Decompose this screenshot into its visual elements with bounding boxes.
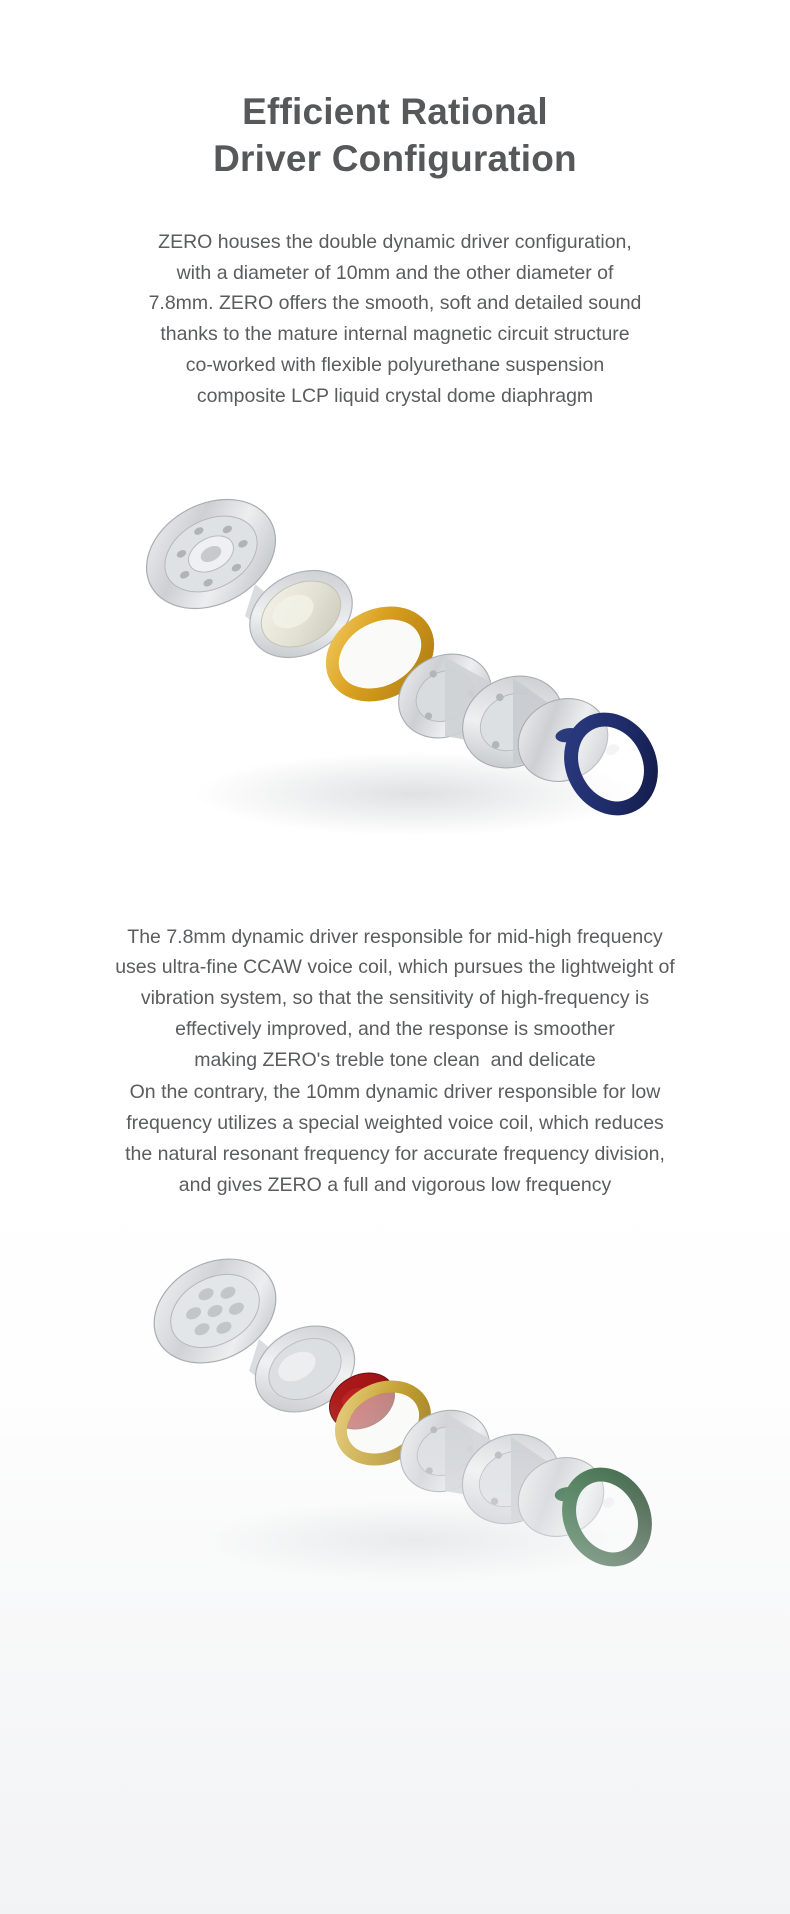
tech-1-line: uses ultra-fine CCAW voice coil, which pursues the lightweight of (115, 956, 675, 979)
intro-paragraph (45, 183, 745, 412)
intro-line: 7.8mm. ZERO offers the smooth, soft and detailed sound (148, 292, 642, 315)
tech-paragraph-1 (35, 864, 755, 1076)
tech-2-line: and gives ZERO a full and vigorous low frequency (178, 1173, 612, 1196)
page-title-line-2: Driver Configuration (213, 138, 577, 180)
tech-2-line: the natural resonant frequency for accurate frequency division, (125, 1143, 665, 1166)
exploded-view-7-8mm-driver (115, 464, 675, 864)
tech-1-line: The 7.8mm dynamic driver responsible for mid-high frequency (127, 925, 663, 948)
tech-1-line: vibration system, so that the sensitivity of high-frequency is (140, 987, 650, 1010)
intro-line: composite LCP liquid crystal dome diaphragm (196, 384, 594, 407)
intro-line: co-worked with flexible polyurethane suspension (185, 353, 605, 376)
tech-2-line: frequency utilizes a special weighted voice coil, which reduces (126, 1112, 664, 1135)
tech-1-line: effectively improved, and the response is smoother (175, 1017, 615, 1040)
tech-2-line: On the contrary, the 10mm dynamic driver responsible for low (129, 1081, 661, 1104)
page-title (0, 0, 790, 183)
tech-paragraph-2 (25, 1075, 765, 1200)
exploded-view-10mm-driver (115, 1241, 675, 1601)
page-title-line-1: Efficient Rational (242, 91, 548, 132)
intro-line: thanks to the mature internal magnetic circuit structure (160, 323, 630, 346)
intro-line: ZERO houses the double dynamic driver configuration, (158, 230, 632, 253)
intro-line: with a diameter of 10mm and the other diameter of (176, 261, 614, 284)
tech-1-line: making ZERO's treble tone clean and delicate (194, 1048, 596, 1071)
